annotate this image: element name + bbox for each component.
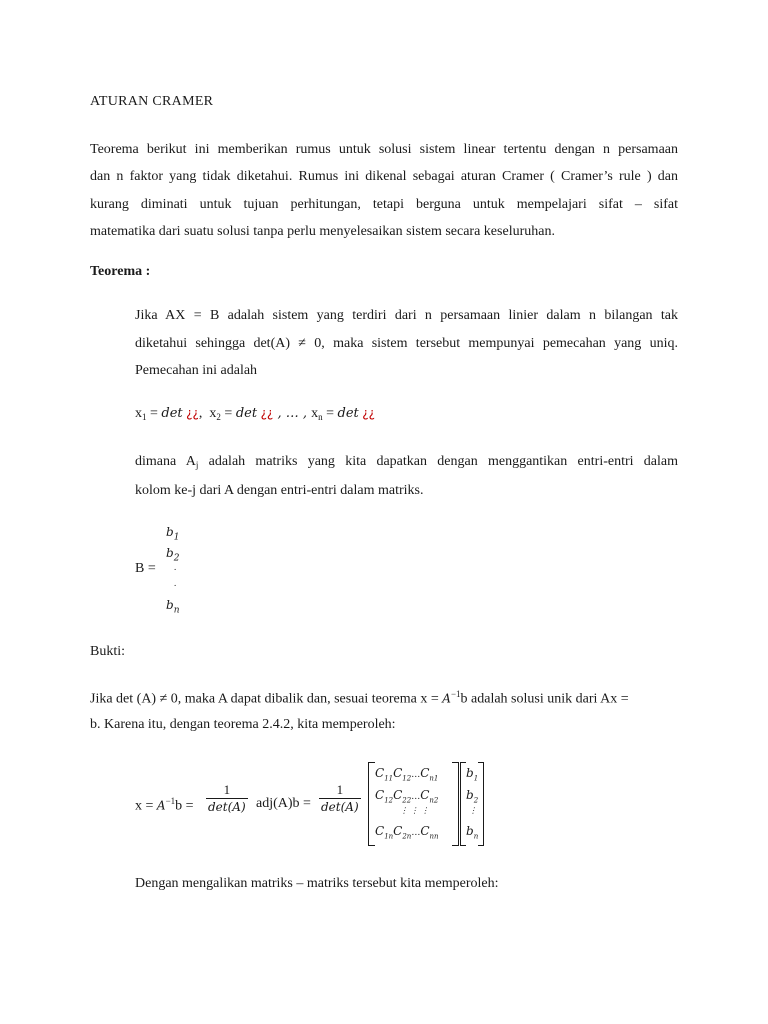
b-entry: $b_n$ (166, 598, 180, 616)
b-entry: $b_2$ (166, 546, 180, 564)
page-title: ATURAN CRAMER (90, 94, 214, 109)
b-dot: . (174, 578, 177, 588)
proof-line: Jika det (A) ≠ 0, maka A dapat dibalik dan, sesuai teorema $x = A^{-1}b$ adalah solusi unik dari Ax = (90, 689, 629, 707)
vector-entry: $b_n$ (466, 824, 479, 841)
missing-glyph: ¿¿ (362, 406, 376, 420)
vector-right-bracket (478, 762, 484, 846)
proof-line: b. Karena itu, dengan teorema 2.4.2, kita memperoleh: (90, 717, 396, 732)
matrix-row: $C_{12}C_{22}\dots C_{n2}$ (375, 788, 439, 805)
b-vector-label: B = (135, 561, 156, 576)
theorem-line: Pemecahan ini adalah (135, 363, 258, 378)
vector-entry: $b_1$ (466, 766, 479, 783)
matrix-row: $C_{1n}C_{2n}\dots C_{nn}$ (375, 824, 439, 841)
cramer-formula: $x_1 = \det$ ¿¿, $x_2 = \det$ ¿¿ , … , $x_n = \det$ ¿¿ (135, 406, 376, 422)
adj-term: adj(A)b = (256, 796, 311, 811)
proof-heading: Bukti: (90, 644, 126, 659)
missing-glyph: ¿¿ (260, 406, 274, 420)
vector-entry: $b_2$ (466, 788, 479, 805)
theorem-heading: Teorema : (90, 264, 151, 279)
fraction: $\frac{1}{\det(A)}$ (321, 782, 359, 814)
intro-line: dan n faktor yang tidak diketahui. Rumus ini dikenal sebagai aturan Cramer ( Cramer’s rule ) dan (90, 169, 678, 185)
dimana-line: dimana $A_j$ adalah matriks yang kita dapatkan dengan menggantikan entri-entri dalam (135, 454, 679, 470)
dimana-line: kolom ke-j dari A dengan entri-entri dalam matriks. (135, 482, 424, 498)
theorem-statement (135, 302, 678, 385)
equation-lhs: $x = A^{-1}b$ = (135, 796, 194, 814)
intro-line: kurang diminati untuk tujuan perhitungan, tetapi berguna untuk mempelajari sifat – sifat (90, 196, 678, 212)
theorem-line: diketahui sehingga det(A) ≠ 0, maka sistem tersebut mempunyai pemecahan yang uniq. (135, 335, 678, 351)
matrix-right-bracket (452, 762, 459, 846)
intro-line: Teorema berikut ini memberikan rumus untuk solusi sistem linear tertentu dengan n persamaan (90, 142, 678, 157)
matrix-vdots: ⋮ ⋮ ⋮ (400, 806, 430, 815)
closing-line: Dengan mengalikan matriks – matriks tersebut kita memperoleh: (135, 876, 499, 891)
fraction: $\frac{1}{\det(A)}$ (208, 782, 246, 814)
b-entry: $b_1$ (166, 525, 180, 543)
intro-paragraph (90, 136, 678, 245)
missing-glyph: ¿¿ (186, 406, 199, 420)
theorem-line: Jika AX = B adalah sistem yang terdiri dari n persamaan linier dalam n bilangan tak (135, 308, 678, 323)
dimana-paragraph (135, 448, 678, 504)
b-dot: . (174, 562, 177, 572)
intro-line: matematika dari suatu solusi tanpa perlu menyelesaikan sistem secara keseluruhan. (90, 223, 555, 239)
vector-vdots: ⋮ (469, 806, 477, 815)
matrix-left-bracket (368, 762, 375, 846)
matrix-row: $C_{11}C_{12}\dots C_{n1}$ (375, 766, 439, 783)
